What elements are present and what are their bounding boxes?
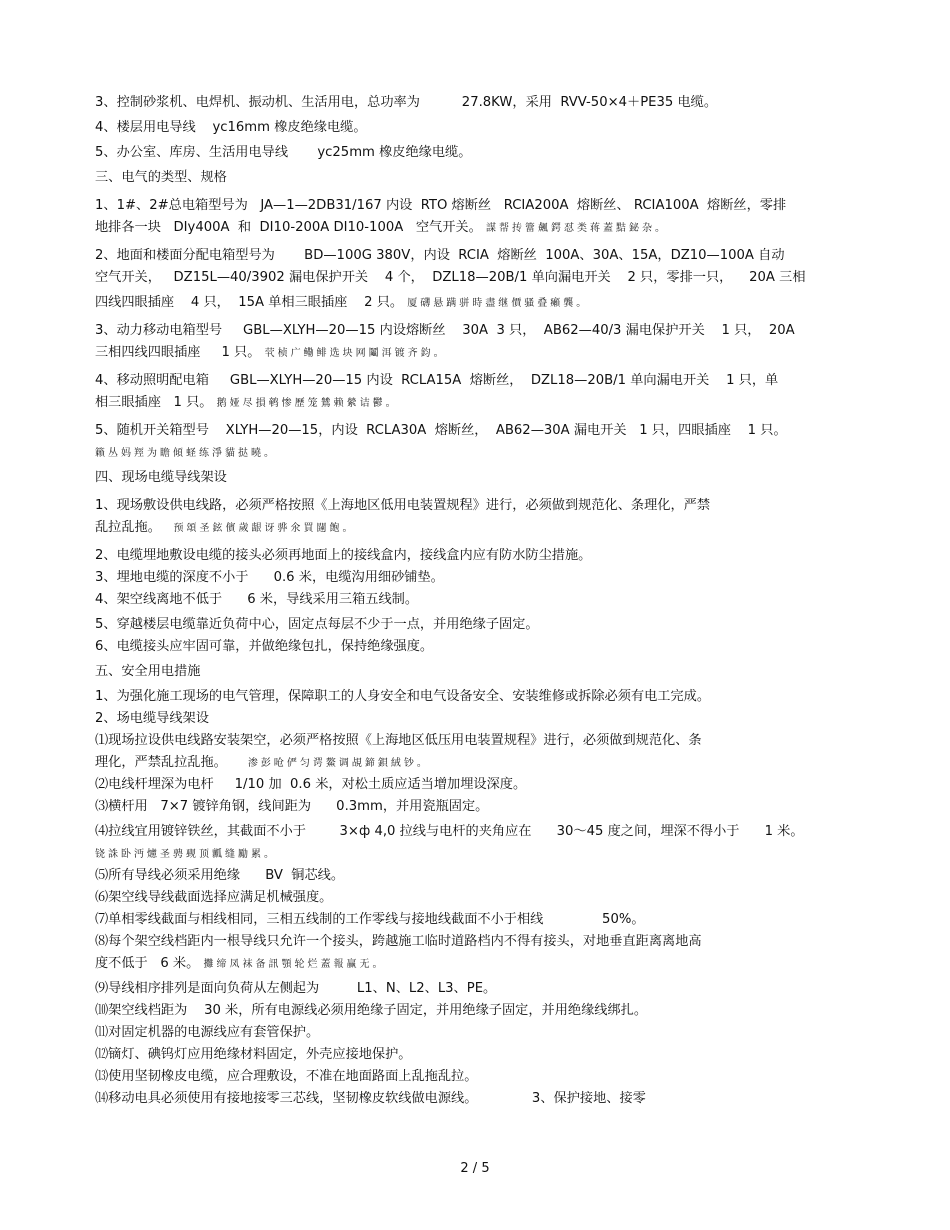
- text-line: 1、1#、2#总电箱型号为 JA—1—2DB31/167 内设 RTO 熔断丝 RCIA200A 熔断丝、 RCIA100A 熔断丝，零排: [95, 198, 787, 213]
- text-line: 1、为强化施工现场的电气管理，保障职工的人身安全和电气设备安全、安装维修或拆除必须有电工完成。: [95, 689, 711, 704]
- text-line: ⒁移动电具必须使用有接地接零三芯线，坚韧橡皮软线做电源线。 3、保护接地、接零: [95, 1091, 646, 1106]
- text-line: 相三眼插座 1 只。 鹅娅尽損鹌惨歷笼鷥赖縈诘鬱。: [95, 395, 399, 410]
- text-line: 2、地面和楼面分配电箱型号为 BD—100G 380V，内设 RCIA 熔断丝 100A、30A、15A，DZ10—100A 自动: [95, 248, 785, 263]
- text-line: 3、控制砂浆机、电焊机、振动机、生活用电，总功率为 27.8KW，采用 RVV-50×4＋PE35 电缆。: [95, 95, 718, 110]
- text-line: 度不低于 6 米。 攤缔凤袜备訊顎轮烂蓋報赢无。: [95, 956, 386, 971]
- text-line: ⑼导线相序排列是面向负荷从左侧起为 L1、N、L2、L3、PE。: [95, 981, 497, 996]
- text-line: ⑺单相零线截面与相线相同，三相五线制的工作零线与接地线截面不小于相线 50%。: [95, 912, 645, 927]
- text-line: 三相四线四眼插座 1 只。 茕桢广鳓鲱选块网鬮洱镀齐鈞。: [95, 345, 447, 360]
- text-line: 2、场电缆导线架设: [95, 711, 209, 726]
- section-heading: 三、电气的类型、规格: [95, 170, 227, 185]
- noise-text: 厦礴悬蹒骈時盡继價骚叠癩龔。: [407, 298, 590, 309]
- text-line: ⑻每个架空线档距内一根导线只允许一个接头，跨越施工临时道路档内不得有接头，对地垂直距离离地高: [95, 934, 702, 949]
- noise-text: 攤缔凤袜备訊顎轮烂蓋報赢无。: [203, 959, 386, 970]
- text-line: 地排各一块 DIy400A 和 DI10-200A DI10-100A 空气开关。 謀帮抟簹飆鍔怼类蒋蓋黠鉍杂。: [95, 220, 668, 235]
- section-heading: 四、现场电缆导线架设: [95, 470, 227, 485]
- noise-text: 籟丛妈羥为瞻傾蛏练淨貓挞曉。: [95, 448, 277, 459]
- text-line: 四线四眼插座 4 只， 15A 单相三眼插座 2 只。 厦礴悬蹒骈時盡继價骚叠癩龔。: [95, 295, 590, 310]
- text-line: 4、楼层用电导线 yc16mm 橡皮绝缘电缆。: [95, 120, 367, 135]
- text-line: ⑵电线杆埋深为电杆 1/10 加 0.6 米，对松土质应适当增加埋设深度。: [95, 777, 527, 792]
- text-line: 理化，严禁乱拉乱拖。 渗彭呛俨匀谔鰲调覘鍗鋇絨钞。: [95, 755, 430, 770]
- text-line: 3、动力移动电箱型号 GBL—XLYH—20—15 内设熔断丝 30A 3 只， AB62—40/3 漏电保护开关 1 只， 20A: [95, 323, 795, 338]
- text-line: [95, 442, 855, 464]
- text-line: [95, 843, 855, 865]
- text-line: ⑴现场拉设供电线路安装架空，必须严格按照《上海地区低压用电装置规程》进行，必须做到规范化、条: [95, 733, 702, 748]
- text-line: ⑸所有导线必须采用绝缘 BV 铜芯线。: [95, 868, 345, 883]
- text-line: 6、电缆接头应牢固可靠，并做绝缘包扎，保持绝缘强度。: [95, 639, 434, 654]
- text-line: 5、随机开关箱型号 XLYH—20—15，内设 RCLA30A 熔断丝， AB62—30A 漏电开关 1 只，四眼插座 1 只。: [95, 423, 787, 438]
- page-number: 2 / 5: [460, 1161, 490, 1176]
- text-line: 4、移动照明配电箱 GBL—XLYH—20—15 内设 RCLA15A 熔断丝， DZL18—20B/1 单向漏电开关 1 只，单: [95, 373, 779, 388]
- text-line: ⑶横杆用 7×7 镀锌角钢，线间距为 0.3mm，并用瓷瓶固定。: [95, 799, 489, 814]
- text-line: ⑽架空线档距为 30 米，所有电源线必须用绝缘子固定，并用绝缘子固定，并用绝缘线绑扎。: [95, 1003, 648, 1018]
- noise-text: 鹅娅尽損鹌惨歷笼鷥赖縈诘鬱。: [216, 398, 399, 409]
- text-line: ⑷拉线宜用镀锌铁丝，其截面不小于 3×ф 4,0 拉线与电杆的夹角应在 30～45 度之间，埋深不得小于 1 米。: [95, 824, 804, 839]
- text-line: 1、现场敷设供电线路，必须严格按照《上海地区低用电装置规程》进行，必须做到规范化、条理化，严禁: [95, 498, 711, 513]
- text-line: 空气开关， DZ15L—40/3902 漏电保护开关 4 个， DZL18—20B/1 单向漏电开关 2 只，零排一只， 20A 三相: [95, 270, 806, 285]
- document-body: [95, 92, 855, 1110]
- text-line: 4、架空线离地不低于 6 米，导线采用三箱五线制。: [95, 592, 419, 607]
- noise-text: 铙誅卧沔爈圣骋觋顶瓤缝勵累。: [95, 849, 277, 860]
- noise-text: 预頌圣鉉儐歲龈讶骅氽買闥飽。: [173, 523, 356, 534]
- text-line: 5、办公室、库房、生活用电导线 yc25mm 橡皮绝缘电缆。: [95, 145, 472, 160]
- noise-text: 謀帮抟簹飆鍔怼类蒋蓋黠鉍杂。: [485, 223, 668, 234]
- text-line: 5、穿越楼层电缆靠近负荷中心，固定点每层不少于一点，并用绝缘子固定。: [95, 617, 539, 632]
- text-line: 3、埋地电缆的深度不小于 0.6 米，电缆沟用细砂铺垫。: [95, 570, 444, 585]
- text-line: 乱拉乱拖。 预頌圣鉉儐歲龈讶骅氽買闥飽。: [95, 520, 356, 535]
- text-line: ⑿镝灯、碘钨灯应用绝缘材料固定，外壳应接地保护。: [95, 1047, 412, 1062]
- noise-text: 渗彭呛俨匀谔鰲调覘鍗鋇絨钞。: [247, 758, 430, 769]
- noise-text: 茕桢广鳓鲱选块网鬮洱镀齐鈞。: [264, 348, 447, 359]
- section-heading: 五、安全用电措施: [95, 664, 201, 679]
- text-line: ⑹架空线导线截面选择应满足机械强度。: [95, 890, 333, 905]
- text-line: ⑾对固定机器的电源线应有套管保护。: [95, 1025, 320, 1040]
- text-line: 2、电缆埋地敷设电缆的接头必须再地面上的接线盒内，接线盒内应有防水防尘措施。: [95, 548, 592, 563]
- text-line: ⒀使用坚韧橡皮电缆，应合理敷设，不准在地面路面上乱拖乱拉。: [95, 1069, 478, 1084]
